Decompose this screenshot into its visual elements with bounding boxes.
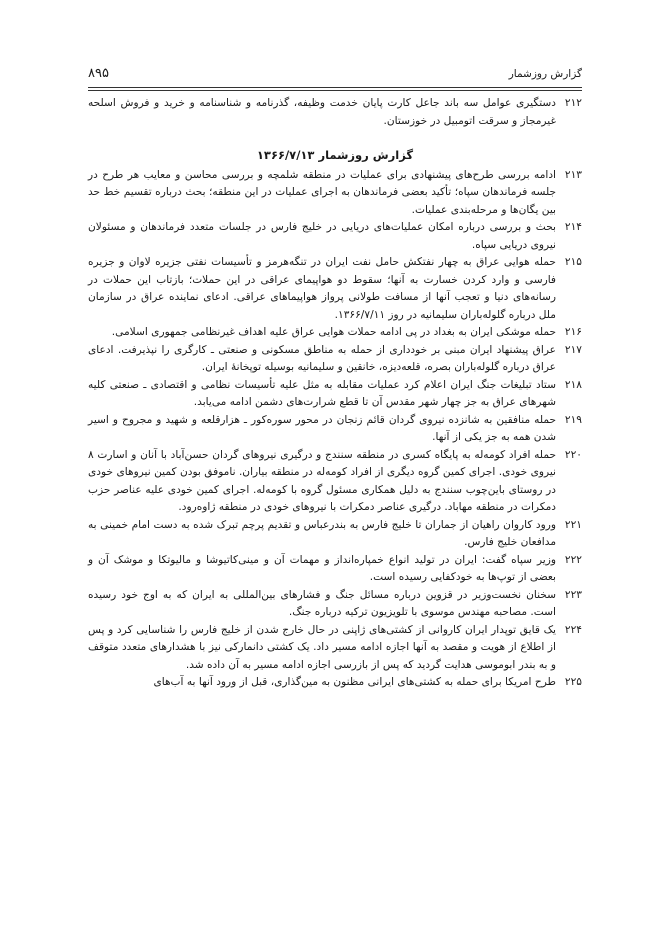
item-text: وزیر سپاه گفت: ایران در تولید انواع خمپاره‌انداز و مهمات آن و مینی‌کاتیوشا و مالیوتکا و موشک آن و بعضی از توپ‌ها به خودکفایی رسیده است. xyxy=(88,553,556,583)
item-number: ۲۱۹ xyxy=(564,413,582,426)
list-item xyxy=(88,587,582,622)
list-item xyxy=(88,552,582,587)
list-item xyxy=(88,412,582,447)
item-list xyxy=(88,167,582,692)
item-number: ۲۱۷ xyxy=(564,343,582,356)
list-item xyxy=(88,674,582,692)
item-number: ۲۲۱ xyxy=(564,518,582,531)
item-number: ۲۲۵ xyxy=(564,676,582,688)
list-item xyxy=(88,95,582,130)
item-text: حمله موشکی ایران به بغداد در پی ادامه حملات هوایی عراق علیه اهداف غیرنظامی جمهوری اسلامی. xyxy=(111,326,556,338)
list-item xyxy=(88,342,582,377)
item-text: بحث و بررسی درباره امکان عملیات‌های دریایی در خلیج فارس در جلسات متعدد فرماندهان و مسئولان نیروی دریایی سپاه. xyxy=(88,221,556,251)
header-rule-bottom xyxy=(88,90,582,91)
item-text: حمله منافقین به شانزده نیروی گردان قائم زنجان در محور سوره‌کور ـ هزارقلعه و شهید و مجروح و اسیر شدن همه به جز یکی از آنها. xyxy=(88,413,556,443)
list-item xyxy=(88,324,582,342)
item-number: ۲۱۲ xyxy=(564,97,582,109)
item-text: ستاد تبلیغات جنگ ایران اعلام کرد عملیات مقابله به مثل علیه تأسیسات نظامی و اقتصادی ـ صنعتی کلیه شهرهای عراق به جز چهار شهر مقدس آن تا قطع شرارت‌های دشمن ادامه می‌یابد. xyxy=(88,378,556,408)
item-number: ۲۲۲ xyxy=(564,553,582,566)
page-number: ۸۹۵ xyxy=(88,66,109,81)
list-item xyxy=(88,377,582,412)
header-rule-top xyxy=(88,87,582,88)
page-body xyxy=(88,95,582,692)
list-item xyxy=(88,622,582,675)
item-text: طرح امریکا برای حمله به کشتی‌های ایرانی مظنون به مین‌گذاری، قبل از ورود آنها به آب‌های xyxy=(153,676,556,688)
item-number: ۲۱۸ xyxy=(564,378,582,391)
item-number: ۲۱۴ xyxy=(564,221,582,233)
item-text: عراق پیشنهاد ایران مبنی بر خودداری از حمله به مناطق مسکونی و صنعتی ـ کارگری را نپذیرفت. ادعای عراق درباره گلوله‌باران بصره، قلعه‌دیزه، خانقین و سلیمانیه بوسیله توپخانهٔ ایران. xyxy=(88,343,556,373)
item-text: ادامه بررسی طرح‌های پیشنهادی برای عملیات در منطقه شلمچه و بررسی محاسن و معایب هر طرح در جلسه فرماندهان سپاه؛ تأکید بعضی فرماندهان به اجرای عملیات در این منطقه؛ بحث درباره تقسیم خط حد بین یگان‌ها و مرحله‌بندی عملیات. xyxy=(88,168,556,216)
page-header xyxy=(88,64,582,88)
list-item xyxy=(88,219,582,254)
list-item xyxy=(88,254,582,324)
item-number: ۲۲۴ xyxy=(564,623,582,636)
list-item xyxy=(88,447,582,517)
item-text: حمله افراد کومه‌له به پایگاه کسری در منطقه سنندج و درگیری نیروهای گردان حسن‌آباد با آنان و اسارت ۸ نیروی خودی. اجرای کمین گروه دیگری از افراد کومه‌له در منطقه بیاران. ناموفق بودن کمین نیروهای خودی در روستای باین‌چوب سنندج به دلیل همکاری مسئول گروه با کومه‌له. اجرای کمین خودی علیه عناصر حزب دمکرات در منطقه مهاباد. درگیری عناصر دمکرات با نیروهای خودی در منطقه ژاوه‌رود. xyxy=(88,448,556,513)
item-number: ۲۱۵ xyxy=(564,256,582,268)
item-number: ۲۱۳ xyxy=(564,168,582,181)
item-number: ۲۲۰ xyxy=(564,448,582,461)
list-item xyxy=(88,167,582,220)
item-text: یک قایق توپدار ایران کاروانی از کشتی‌های ژاپنی در حال خارج شدن از خلیج فارس را شناسایی کرد و پس از اطلاع از هویت و مقصد به آنها اجازه ادامه مسیر داد. یک کشتی دانمارکی نیز با هشدارهای متعدد متوقف و به بندر ابوموسی هدایت گردید که پس از بازرسی اجازه ادامه مسیر به آن داده شد. xyxy=(88,623,556,671)
list-item xyxy=(88,517,582,552)
running-title: گزارش روزشمار xyxy=(508,68,582,80)
day-heading: گزارش روزشمار ۱۳۶۶/۷/۱۳ xyxy=(256,148,414,162)
item-text: حمله هوایی عراق به چهار نفتکش حامل نفت ایران در تنگه‌هرمز و تأسیسات نفتی جزیره لاوان و جزیره فارسی و وارد کردن خسارت به آنها؛ سقوط دو هواپیمای عراقی در این حملات؛ بازتاب این حملات در رسانه‌های دنیا و تعجب آنها از مسافت طولانی پرواز هواپیماهای عراقی. ادعای نماینده عراق در سازمان ملل درباره گلوله‌باران سلیمانیه در روز ۱۳۶۶/۷/۱۱. xyxy=(88,256,556,321)
item-number: ۲۲۳ xyxy=(564,588,582,601)
item-text: ورود کاروان راهیان از جماران تا خلیج فارس به بندرعباس و تقدیم پرچم تبرک شده به دست امام خمینی به مدافعان خلیج فارس. xyxy=(88,518,556,548)
item-number: ۲۱۶ xyxy=(564,326,582,338)
item-text: دستگیری عوامل سه باند جاعل کارت پایان خدمت وظیفه، گذرنامه و شناسنامه و خرید و فروش اسلحه غیرمجاز و سرقت اتومبیل در خوزستان. xyxy=(88,97,556,127)
item-text: سخنان نخست‌وزیر در قزوین درباره مسائل جنگ و فشارهای بین‌المللی به ایران که به اوج خود رسیده است. مصاحبه مهندس موسوی با تلویزیون ترکیه درباره جنگ. xyxy=(88,588,556,618)
